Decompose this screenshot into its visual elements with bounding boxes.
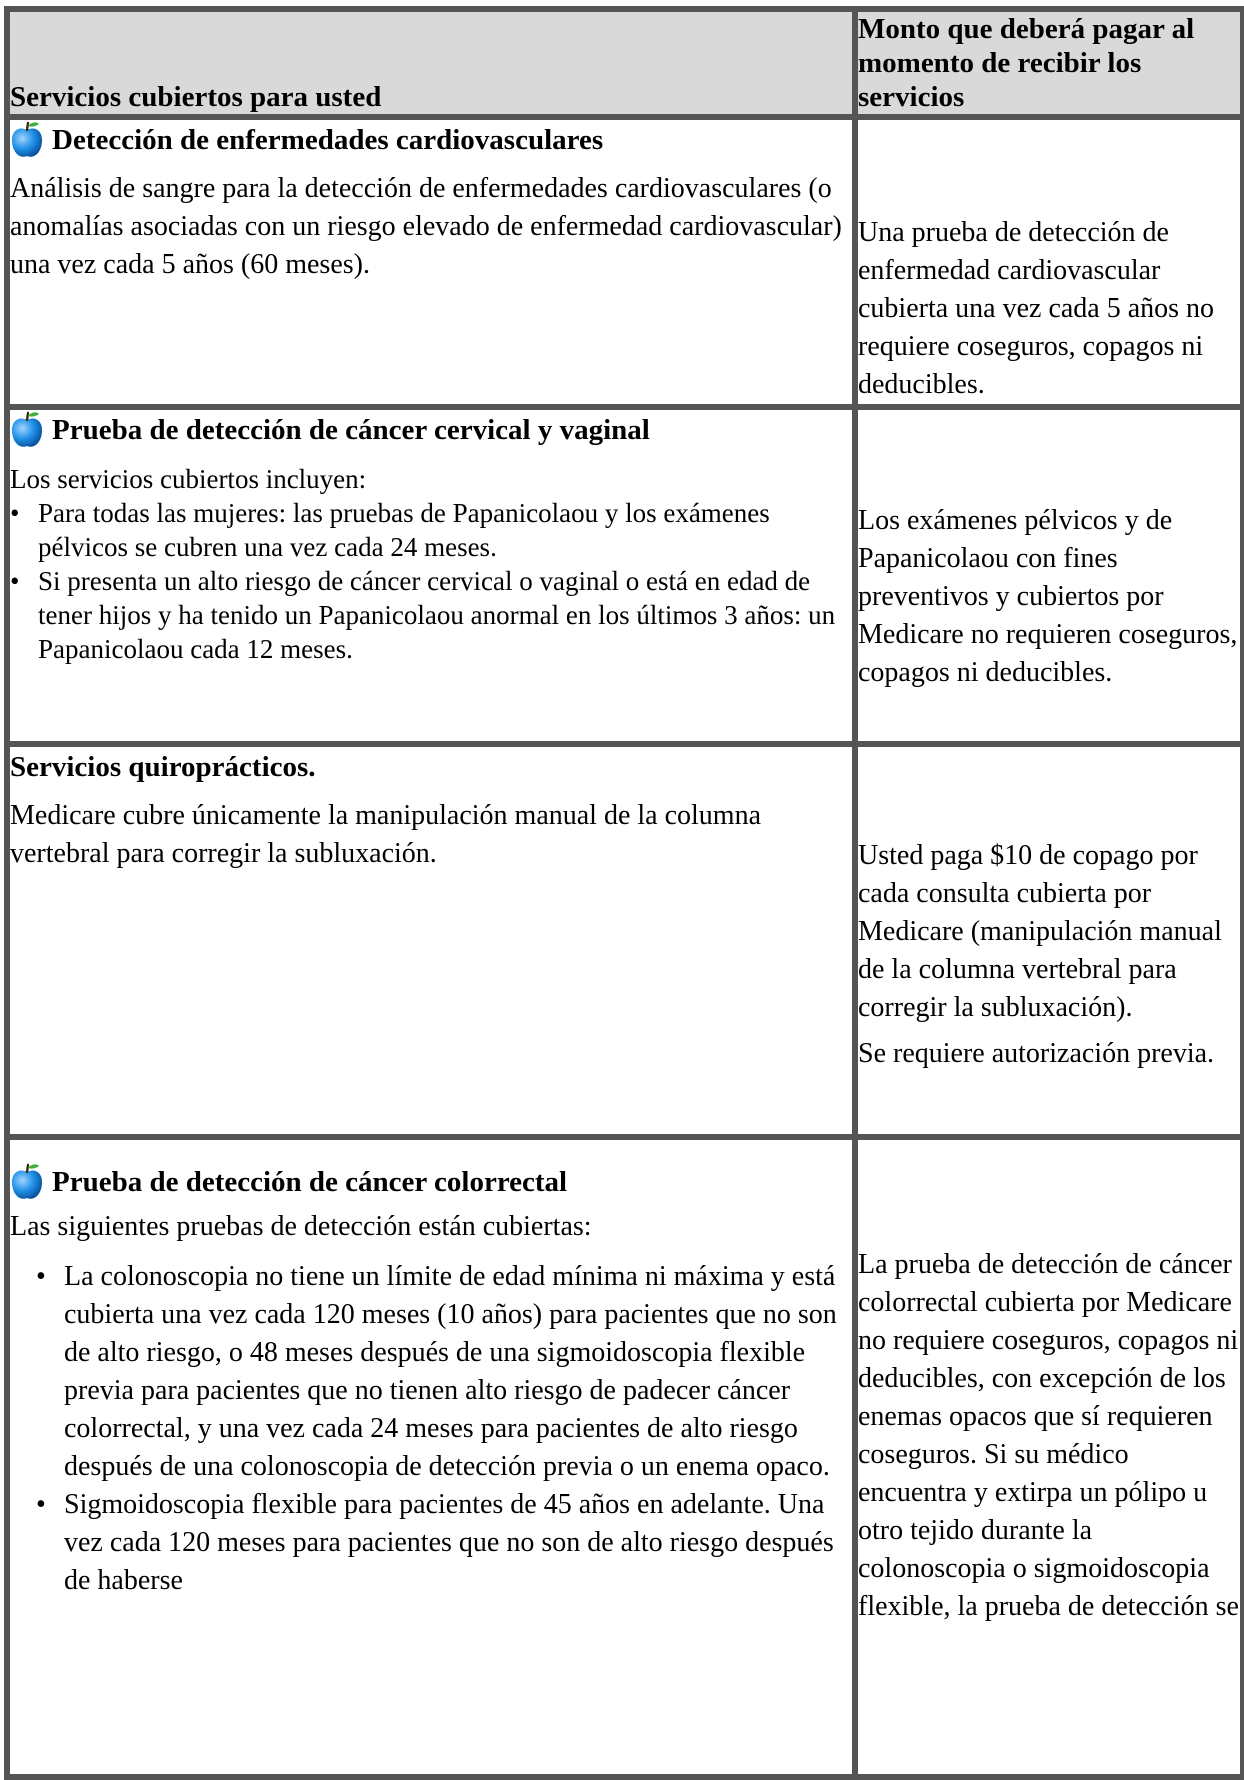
- table-row: [7, 744, 1243, 1137]
- list-item: • La colonoscopia no tiene un límite de edad mínima ni máxima y está cubierta una vez cada 120 meses (10 años) para pacientes que no son de alto riesgo, o 48 meses después de una sigmoidoscopia flexible previa para pacientes que no tienen alto riesgo de padecer cáncer colorrectal, y una vez cada 24 meses para pacientes de alto riesgo después de una colonoscopia de detección previa o un enema opaco.: [10, 1258, 852, 1486]
- service-intro: Los servicios cubiertos incluyen:: [10, 464, 367, 494]
- service-description: Análisis de sangre para la detección de enfermedades cardiovasculares (o anomalías asociadas con un riesgo elevado de enfermedad cardiovascular) una vez cada 5 años (60 meses).: [10, 173, 842, 280]
- apple-icon: [10, 410, 44, 450]
- table-row: [7, 407, 1243, 744]
- table-row: [7, 117, 1243, 407]
- cost-text: La prueba de detección de cáncer colorrectal cubierta por Medicare no requiere coseguros, copagos ni deducibles, con excepción de los enemas opacos que sí requieren coseguros. Si su médico encuentra y extirpa un pólipo u otro tejido durante la colonoscopia o sigmoidoscopia flexible, la prueba de detección se: [858, 1249, 1239, 1622]
- service-cell: [7, 117, 855, 407]
- service-description: Medicare cubre únicamente la manipulación manual de la columna vertebral para corregir la subluxación.: [10, 800, 762, 869]
- service-title: [10, 410, 852, 450]
- service-title-text: Prueba de detección de cáncer cervical y vaginal: [52, 414, 650, 446]
- cost-cell: [855, 1137, 1243, 1777]
- list-item: • Para todas las mujeres: las pruebas de Papanicolaou y los exámenes pélvicos se cubren una vez cada 24 meses.: [10, 496, 852, 564]
- header-covered-services: Servicios cubiertos para usted: [7, 9, 855, 117]
- cost-text: Una prueba de detección de enfermedad cardiovascular cubierta una vez cada 5 años no requiere coseguros, copagos ni deducibles.: [858, 217, 1215, 400]
- service-title-text: Prueba de detección de cáncer colorrectal: [52, 1166, 568, 1198]
- cost-cell: [855, 117, 1243, 407]
- cost-note: Se requiere autorización previa.: [858, 1038, 1215, 1069]
- cost-text: Los exámenes pélvicos y de Papanicolaou con fines preventivos y cubiertos por Medicare no requieren coseguros, copagos ni deducibles.: [858, 505, 1238, 688]
- service-intro: Las siguientes pruebas de detección están cubiertas:: [10, 1211, 592, 1242]
- cost-cell: [855, 744, 1243, 1137]
- service-bullets: [10, 1258, 852, 1600]
- service-title-text: Servicios quiroprácticos.: [10, 751, 316, 783]
- service-title-text: Detección de enfermedades cardiovasculares: [52, 124, 604, 156]
- service-title: [10, 747, 852, 787]
- table-row: [7, 1137, 1243, 1777]
- cost-cell: [855, 407, 1243, 744]
- service-title: [10, 1162, 852, 1202]
- apple-icon: [10, 120, 44, 160]
- benefits-table: [4, 6, 1244, 1780]
- table-header-row: [7, 9, 1243, 117]
- cost-text: Usted paga $10 de copago por cada consulta cubierta por Medicare (manipulación manual de la columna vertebral para corregir la subluxación).: [858, 840, 1222, 1023]
- service-bullets: [10, 496, 852, 666]
- service-cell: [7, 744, 855, 1137]
- service-title: [10, 120, 852, 160]
- service-cell: [7, 407, 855, 744]
- list-item: • Sigmoidoscopia flexible para pacientes de 45 años en adelante. Una vez cada 120 meses para pacientes que no son de alto riesgo después de haberse: [10, 1486, 852, 1600]
- apple-icon: [10, 1162, 44, 1202]
- service-cell: [7, 1137, 855, 1777]
- header-amount-to-pay: Monto que deberá pagar al momento de recibir los servicios: [855, 9, 1243, 117]
- list-item: • Si presenta un alto riesgo de cáncer cervical o vaginal o está en edad de tener hijos y ha tenido un Papanicolaou anormal en los últimos 3 años: un Papanicolaou cada 12 meses.: [10, 564, 852, 666]
